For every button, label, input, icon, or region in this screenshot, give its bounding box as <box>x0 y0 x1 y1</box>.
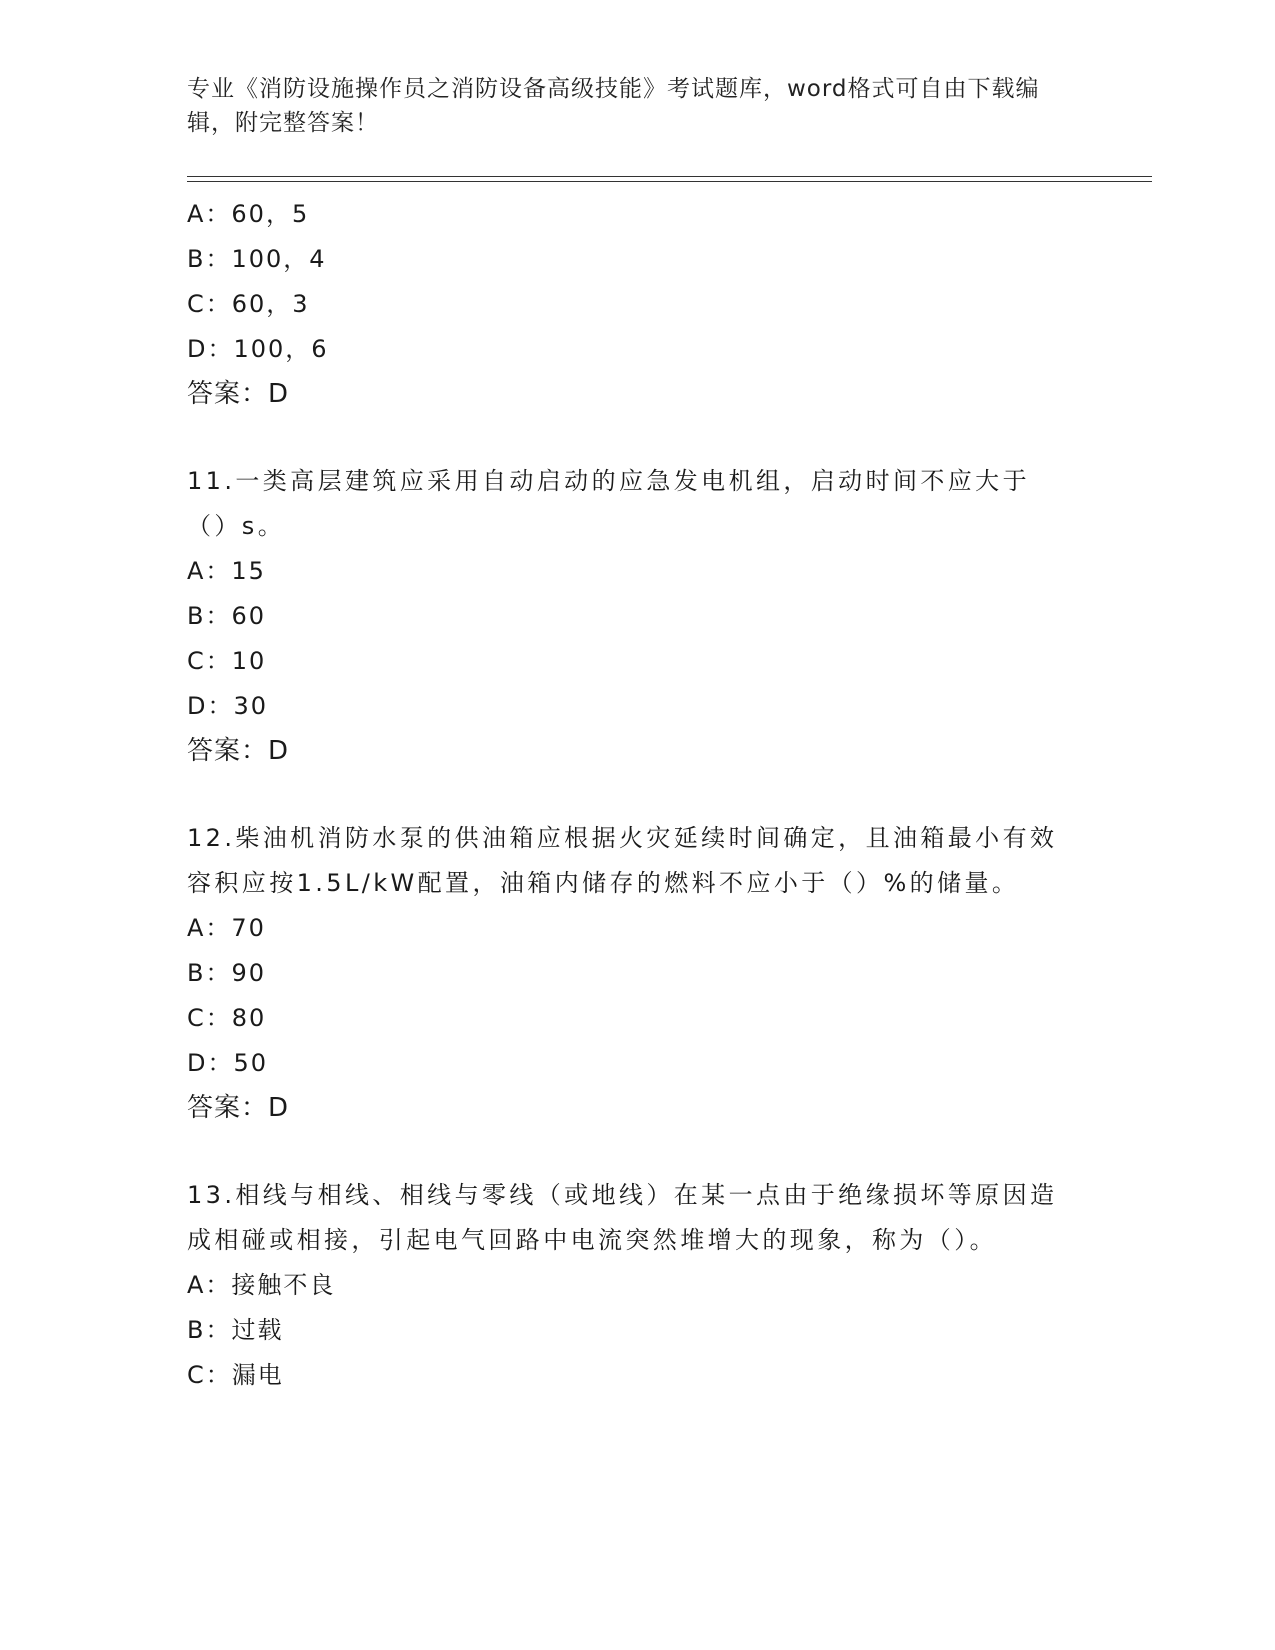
option-c: C：漏电 <box>187 1361 284 1389</box>
question-continued <box>187 192 1087 417</box>
option-a: A：60，5 <box>187 200 310 228</box>
option-c: C：60，3 <box>187 290 310 318</box>
answer-line: 答案：D <box>187 736 290 766</box>
option-b: B：60 <box>187 602 267 630</box>
option-c: C：80 <box>187 1004 267 1032</box>
option-a: A：接触不良 <box>187 1271 336 1299</box>
document-header: 专业《消防设施操作员之消防设备高级技能》考试题库，word格式可自由下载编辑，附完整答案！ <box>187 76 1040 136</box>
option-d: D：30 <box>187 692 269 720</box>
option-c: C：10 <box>187 647 267 675</box>
question-list <box>187 192 1087 1398</box>
option-d: D：100，6 <box>187 335 329 363</box>
spacer <box>187 417 1087 459</box>
answer-line: 答案：D <box>187 1093 290 1123</box>
option-b: B：过载 <box>187 1316 284 1344</box>
question-12 <box>187 816 1087 1131</box>
question-13 <box>187 1173 1087 1398</box>
question-text: 12.柴油机消防水泵的供油箱应根据火灾延续时间确定，且油箱最小有效容积应按1.5L/kW配置，油箱内储存的燃料不应小于（）%的储量。 <box>187 824 1058 897</box>
option-b: B：100，4 <box>187 245 327 273</box>
answer-line: 答案：D <box>187 379 290 409</box>
option-d: D：50 <box>187 1049 269 1077</box>
question-text: 13.相线与相线、相线与零线（或地线）在某一点由于绝缘损坏等原因造成相碰或相接，引起电气回路中电流突然堆增大的现象，称为（）。 <box>187 1181 1058 1254</box>
option-a: A：70 <box>187 914 266 942</box>
option-b: B：90 <box>187 959 267 987</box>
option-a: A：15 <box>187 557 266 585</box>
question-11 <box>187 459 1087 774</box>
question-text: 11.一类高层建筑应采用自动启动的应急发电机组，启动时间不应大于（）s。 <box>187 467 1030 540</box>
header-divider-top <box>187 176 1152 177</box>
spacer <box>187 774 1087 816</box>
header-divider-bottom <box>187 181 1152 182</box>
spacer <box>187 1131 1087 1173</box>
